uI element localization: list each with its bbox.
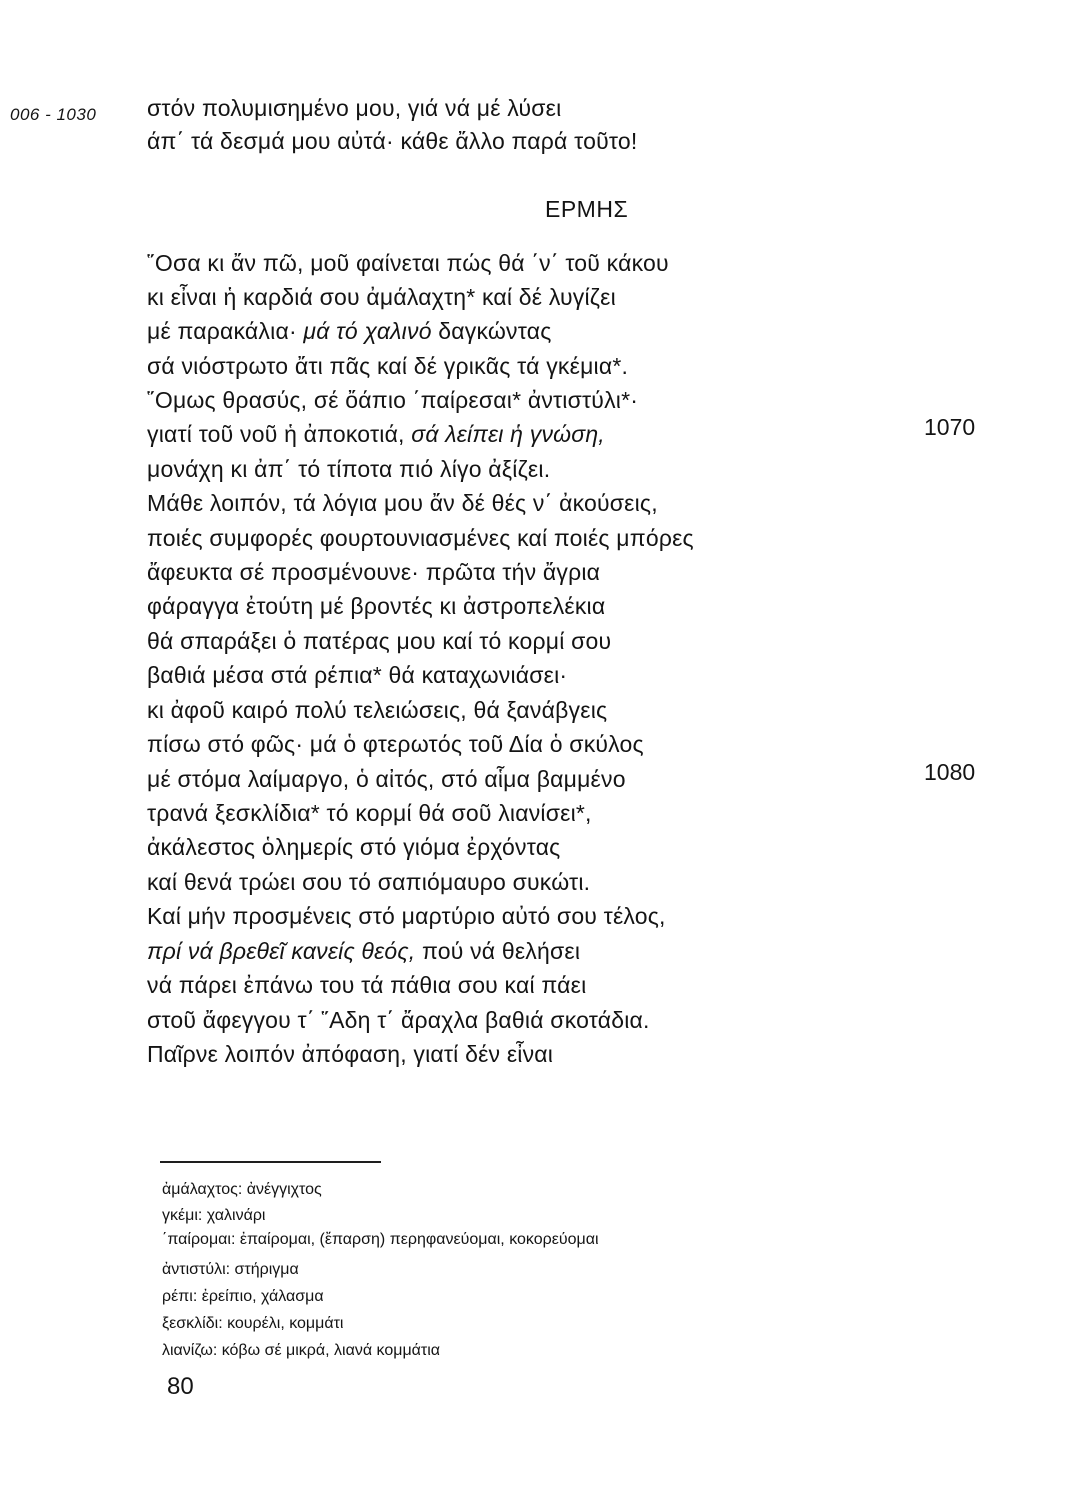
footnote: λιανίζω: κόβω σέ μικρά, λιανά κομμάτια [162,1342,441,1359]
verse-line: ἀκάλεστος ὁλημερίς στό γιόμα ἐρχόντας [147,834,561,860]
line-number: 1080 [924,759,976,785]
verse-line-text: πού νά θελήσει [415,938,581,964]
footnote: ἀντιστύλι: στήριγμα [162,1261,299,1278]
verse-line: καί θενά τρώει σου τό σαπιόμαυρο συκώτι. [147,869,591,895]
verse-line [147,318,552,345]
verse-line: ῞Οσα κι ἄν πῶ, μοῦ φαίνεται πώς θά ΄ν΄ τοῦ κάκου [147,250,669,276]
verse-line: νά πάρει ἐπάνω του τά πάθια σου καί πάει [147,972,587,998]
verse-line: κι εἶναι ἡ καρδιά σου ἀμάλαχτη* καί δέ λυγίζει [147,284,616,310]
intro-line: στόν πολυμισημένο μου, γιά νά μέ λύσει [147,95,562,121]
verse-line: πίσω στό φῶς· μά ὁ φτερωτός τοῦ Δία ὁ σκύλος [147,731,644,757]
verse-line [147,421,605,448]
footnote: ξεσκλίδι: κουρέλι, κομμάτι [162,1315,344,1332]
verse-line-text: δαγκώντας [431,318,552,344]
italic-phrase: μά τό χαλινό [303,318,432,344]
verse-line: μονάχη κι ἀπ΄ τό τίποτα πιό λίγο ἀξίζει. [147,456,551,482]
footnote-divider [160,1161,381,1163]
footnote: γκέμι: χαλινάρι [162,1207,266,1224]
verse-line: τρανά ξεσκλίδια* τό κορμί θά σοῦ λιανίσει*, [147,800,592,826]
verse-line: κι ἀφοῦ καιρό πολύ τελειώσεις, θά ξανάβγεις [147,697,608,723]
footnote: ρέπι: ἐρείπιο, χάλασμα [162,1288,324,1305]
verse-line: στοῦ ἄφεγγου τ΄ ῞Αδη τ΄ ἄραχλα βαθιά σκοτάδια. [147,1007,650,1033]
verse-line: θά σπαράξει ὁ πατέρας μου καί τό κορμί σου [147,628,612,654]
verse-line: φάραγγα ἐτούτη μέ βροντές κι ἀστροπελέκια [147,593,606,619]
footnote: ἀμάλαχτος: ἀνέγγιχτος [162,1181,322,1198]
intro-line: άπ΄ τά δεσμά μου αὐτά· κάθε ἄλλο παρά τοῦτο! [147,128,638,154]
italic-phrase: σά λείπει ἡ γνώση, [411,421,605,447]
verse-line: Παῖρνε λοιπόν ἀπόφαση, γιατί δέν εἶναι [147,1041,554,1067]
footnote: ΄παίρομαι: ἐπαίρομαι, (ἔπαρση) περηφανεύομαι, κοκορεύομαι [162,1231,599,1248]
verse-line: ῞Ομως θρασύς, σέ ὄάπιο ΄παίρεσαι* ἀντιστύλι*· [147,387,639,413]
line-number: 1070 [924,414,976,440]
verse-line-text: γιατί τοῦ νοῦ ἡ ἀποκοτιά, [147,421,412,447]
verse-line: Καί μήν προσμένεις στό μαρτύριο αὐτό σου τέλος, [147,903,666,929]
verse-line: ποιές συμφορές φουρτουνιασμένες καί ποιές μπόρες [147,525,694,551]
verse-line: σά νιόστρωτο ἄτι πᾶς καί δέ γρικᾶς τά γκέμια*. [147,353,629,379]
verse-line-text: μέ παρακάλια· [147,318,304,344]
speaker-heading: ΕΡΜΗΣ [545,196,629,222]
page-number: 80 [167,1373,194,1400]
verse-line: Μάθε λοιπόν, τά λόγια μου ἄν δέ θές ν΄ ἀκούσεις, [147,490,658,516]
verse-line: ἄφευκτα σέ προσμένουνε· πρῶτα τήν ἄγρια [147,559,601,585]
verse-reference: 006 - 1030 [10,105,97,124]
verse-line: μέ στόμα λαίμαργο, ὁ αἰτός, στό αἷμα βαμμένο [147,766,626,792]
verse-line [147,938,580,965]
italic-phrase: πρί νά βρεθεῖ κανείς θεός, [147,938,416,964]
verse-line: βαθιά μέσα στά ρέπια* θά καταχωνιάσει· [147,662,568,688]
